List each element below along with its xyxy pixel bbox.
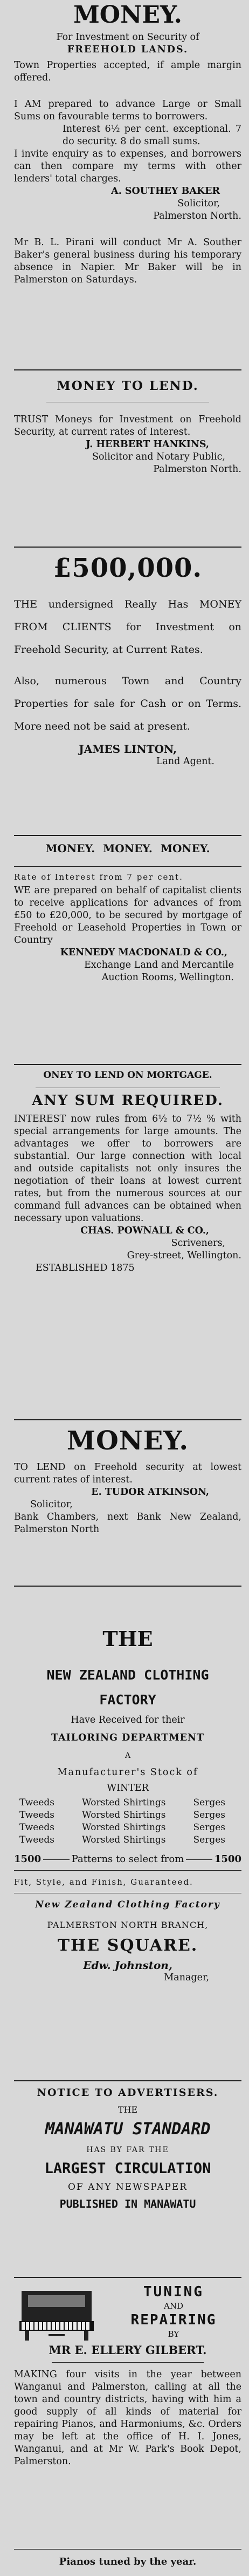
- signature-title: Land Agent.: [156, 756, 215, 767]
- signature-place: Grey-street, Wellington.: [127, 1250, 241, 1261]
- ad-manawatu-standard: [14, 2087, 241, 2211]
- ad-line: Have Received for their: [71, 1715, 185, 1725]
- cloth-cell: Tweeds: [19, 1810, 55, 1820]
- ad-footer: Pianos tuned by the year.: [59, 2556, 197, 2567]
- cloth-cell: Serges: [193, 1835, 225, 1845]
- signature-name: A. SOUTHEY BAKER: [111, 186, 220, 197]
- ad-rates: Interest 6½ per cent. exceptional. 7 do security. 8 do small sums.: [63, 124, 241, 147]
- cloth-cell: Serges: [193, 1810, 225, 1820]
- ad-body-2: Also, numerous Town and Country Properties for sale for Cash or on Terms. More need not be said at present.: [14, 675, 241, 732]
- ad-piano-tuning: [14, 2283, 241, 2575]
- ad-500000: [14, 553, 241, 768]
- ad-money-money-money: [14, 842, 241, 984]
- location-name: THE SQUARE.: [57, 1936, 198, 1955]
- tuning-heading: [106, 2283, 241, 2339]
- ad-heading: MONEY.: [73, 1, 182, 29]
- cloth-cell: Serges: [193, 1797, 225, 1808]
- ad-line-3: PUBLISHED IN MANAWATU: [59, 2197, 196, 2210]
- divider: [14, 866, 241, 867]
- paper-name: MANAWATU STANDARD: [45, 2120, 211, 2139]
- ad-subheading-2: FREEHOLD LANDS.: [67, 44, 189, 55]
- ad-subheading: For Investment on Security of: [56, 32, 199, 43]
- ad-heading-2: THE: [117, 2105, 138, 2115]
- signature-title: Solicitor and Notary Public,: [92, 451, 225, 462]
- ad-line: Town Properties accepted, if ample margin offered.: [14, 60, 241, 83]
- cloth-list: [14, 1797, 241, 1846]
- divider: [14, 835, 241, 836]
- cloth-cell: Tweeds: [19, 1835, 55, 1845]
- dash: [186, 1859, 212, 1860]
- cloth-row: [14, 1809, 241, 1822]
- manager-title: Manager,: [164, 1972, 209, 1983]
- ad-heading-2: AND: [164, 2301, 183, 2311]
- signature-name: J. HERBERT HANKINS,: [86, 439, 209, 450]
- cloth-row: [14, 1822, 241, 1834]
- ad-heading-3: REPAIRING: [130, 2312, 217, 2328]
- divider: [14, 547, 241, 548]
- signature-line: Exchange Land and Mercantile: [84, 960, 234, 970]
- ad-body: MAKING four visits in the year between Wanganui and Palmerston, calling at all the town and country districts, having with him a good supply of all kinds of material for repairing Pianos, and Harmoniums, &c. Orders may be left at the office of H. I. Jones, Wanganui, and at Mr W. Park's Book Depot, Palmerston.: [14, 2369, 241, 2467]
- ad-heading: NOTICE TO ADVERTISERS.: [37, 2087, 219, 2099]
- ad-line-a: A: [124, 1751, 131, 1760]
- signature-title: Solicitor,: [177, 198, 220, 209]
- branch-name: PALMERSTON NORTH BRANCH,: [47, 1920, 209, 1930]
- ad-line: HAS BY FAR THE: [86, 2146, 169, 2154]
- signature-title: Scriveners,: [171, 1238, 225, 1249]
- ad-heading: MONEY TO LEND.: [57, 379, 199, 393]
- ad-body: WE are prepared on behalf of capitalist clients to receive applications for advances of from £50 to £20,000, to be secured by mortgage of Freehold or Leasehold Properties in Town or Country: [14, 885, 241, 946]
- signature-place: Bank Chambers, next Bank New Zealand, Palmerston North: [14, 1512, 241, 1535]
- cloth-cell: Tweeds: [19, 1797, 55, 1808]
- signature-title: Solicitor,: [30, 1499, 73, 1510]
- ad-line-2: OF ANY NEWSPAPER: [67, 2182, 188, 2193]
- guarantee-line: Fit, Style, and Finish, Guaranteed.: [14, 1877, 193, 1887]
- divider: [14, 1586, 241, 1587]
- established-line: ESTABLISHED 1875: [36, 1263, 135, 1273]
- ad-body-2: I invite enquiry as to expenses, and borrowers can then compare my terms with other lenders' total charges.: [14, 149, 241, 184]
- business-name-2: FACTORY: [99, 1692, 156, 1708]
- ad-body: TRUST Moneys for Investment on Freehold Security, at current rates of Interest.: [14, 414, 241, 437]
- signature-line-2: Auction Rooms, Wellington.: [101, 972, 234, 983]
- ad-body: TO LEND on Freehold security at lowest current rates of interest.: [14, 1462, 241, 1485]
- circulation-line: LARGEST CIRCULATION: [44, 2160, 211, 2177]
- ad-notice: Mr B. L. Pirani will conduct Mr A. Souther Baker's general business during his temporary absence in Napier. Mr Baker will be in Palmerston on Saturdays.: [14, 237, 241, 285]
- ad-heading: ONEY TO LEND ON MORTGAGE.: [43, 1070, 212, 1081]
- cloth-row: [14, 1797, 241, 1809]
- tuner-name: MR E. ELLERY GILBERT.: [49, 2343, 207, 2357]
- ad-line-winter: WINTER: [107, 1783, 149, 1793]
- signature-name: E. TUDOR ATKINSON,: [91, 1487, 209, 1498]
- divider: [14, 369, 241, 370]
- interest-rate: Rate of Interest from 7 per cent.: [14, 872, 183, 882]
- cloth-row: [14, 1834, 241, 1846]
- ad-clothing-factory: [14, 1627, 241, 1984]
- ad-heading: £500,000.: [53, 553, 203, 583]
- patterns-line: [14, 1853, 241, 1866]
- ad-subheading: ANY SUM REQUIRED.: [32, 1093, 224, 1109]
- cloth-cell: Serges: [193, 1822, 225, 1833]
- patterns-count: 1500: [14, 1853, 42, 1865]
- divider: [14, 1419, 241, 1420]
- divider: [14, 1064, 241, 1065]
- patterns-count-2: 1500: [214, 1853, 242, 1865]
- ad-heading: THE: [102, 1627, 153, 1651]
- factory-name: New Zealand Clothing Factory: [35, 1899, 220, 1910]
- divider: [14, 2277, 241, 2278]
- signature-place: Palmerston North.: [153, 211, 241, 221]
- divider: [14, 1870, 241, 1871]
- signature-name: CHAS. POWNALL & CO.,: [80, 1225, 209, 1236]
- cloth-cell: Worsted Shirtings: [81, 1835, 166, 1845]
- cloth-cell: Tweeds: [19, 1822, 55, 1833]
- signature-place: Palmerston North.: [153, 464, 241, 475]
- ad-body: INTEREST now rules from 6½ to 7½ % with special arrangements for large amounts. The advantages we offer to borrowers are substantial. Our large connection with local and outside capitalists not only insures the negotiation of their loans at lowest current rates, but from the numerous sources at our command full advances can be obtained when necessary upon valuations.: [14, 1114, 241, 1224]
- business-name: NEW ZEALAND CLOTHING: [46, 1667, 209, 1683]
- ad-heading: MONEY. MONEY. MONEY.: [45, 842, 210, 855]
- signature-name: KENNEDY MACDONALD & CO.,: [60, 947, 227, 958]
- cloth-cell: Worsted Shirtings: [81, 1810, 166, 1820]
- ad-money-atkinson: [14, 1426, 241, 1536]
- divider: [14, 2080, 241, 2081]
- ad-money-freehold: [14, 1, 241, 286]
- ad-line-stock: Manufacturer's Stock of: [57, 1767, 198, 1778]
- department-name: TAILORING DEPARTMENT: [51, 1732, 205, 1743]
- ad-body: THE undersigned Really Has MONEY FROM CLIENTS for Investment on Freehold Security, at Current Rates.: [14, 598, 241, 656]
- patterns-text: Patterns to select from: [71, 1853, 184, 1865]
- cloth-cell: Worsted Shirtings: [81, 1797, 166, 1808]
- signature-name: JAMES LINTON,: [79, 743, 177, 756]
- manager-name: Edw. Johnston,: [83, 1959, 172, 1972]
- divider: [52, 2362, 204, 2363]
- dash: [43, 1859, 70, 1860]
- ad-heading: TUNING: [143, 2284, 204, 2300]
- divider: [14, 2549, 241, 2550]
- cloth-cell: Worsted Shirtings: [81, 1822, 166, 1833]
- ad-body: I AM prepared to advance Large or Small Sums on favourable terms to borrowers.: [14, 99, 241, 122]
- piano-icon: [16, 2288, 97, 2342]
- ad-money-to-lend-mortgage: [14, 1069, 241, 1274]
- ad-heading: MONEY.: [66, 1426, 189, 1456]
- ad-by: BY: [168, 2329, 179, 2339]
- ad-money-to-lend: [14, 378, 241, 476]
